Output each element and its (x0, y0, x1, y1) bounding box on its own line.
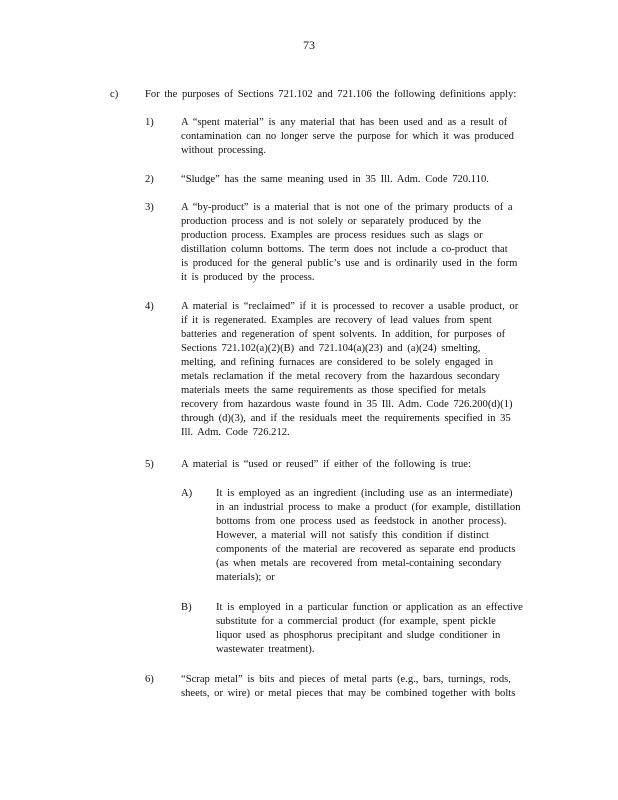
item-line: contamination can no longer serve the purpose for which it was produced (181, 131, 514, 142)
item-line: A “by-product” is a material that is not one of the primary products of a (181, 202, 513, 213)
item-label: 2) (145, 174, 154, 185)
item-line: sheets, or wire) or metal pieces that may be combined together with bolts (181, 688, 516, 699)
section-intro: For the purposes of Sections 721.102 and 721.106 the following definitions apply: (145, 89, 517, 100)
item-line: A material is “reclaimed” if it is processed to recover a usable product, or (181, 301, 519, 312)
subitem-line: wastewater treatment). (216, 644, 315, 655)
item-line: production process and is not solely or separately produced by the (181, 216, 482, 227)
item-line: Sections 721.102(a)(2)(B) and 721.104(a)(23) and (a)(24) smelting, (181, 343, 481, 354)
item-line: “Scrap metal” is bits and pieces of metal parts (e.g., bars, turnings, rods, (181, 674, 511, 685)
item-label: 1) (145, 117, 154, 128)
item-line: Ill. Adm. Code 726.212. (181, 427, 290, 438)
item-line: A material is “used or reused” if either of the following is true: (181, 459, 471, 470)
item-line: “Sludge” has the same meaning used in 35 Ill. Adm. Code 720.110. (181, 174, 489, 185)
item-line: production process. Examples are process residues such as slags or (181, 230, 483, 241)
item-line: it is produced by the process. (181, 272, 315, 283)
subitem-line: liquor used as phosphorus precipitant and sludge conditioner in (216, 630, 501, 641)
item-line: if it is regenerated. Examples are recovery of lead values from spent (181, 315, 492, 326)
item-line: through (d)(3), and if the residuals meet the requirements specified in 35 (181, 413, 511, 424)
item-line: melting, and refining furnaces are considered to be solely engaged in (181, 357, 494, 368)
page-number: 73 (303, 38, 315, 52)
item-line: recovery from hazardous waste found in 35 Ill. Adm. Code 726.200(d)(1) (181, 399, 513, 410)
subitem-line: bottoms from one process used as feedstock in another process). (216, 516, 507, 527)
item-line: distillation column bottoms. The term does not include a co-product that (181, 244, 508, 255)
item-label: 4) (145, 301, 154, 312)
subitem-line: substitute for a commercial product (for example, spent pickle (216, 616, 496, 627)
subitem-line: in an industrial process to make a product (for example, distillation (216, 502, 521, 513)
subitem-line: components of the material are recovered as separate end products (216, 544, 516, 555)
item-label: 5) (145, 459, 154, 470)
subitem-line: However, a material will not satisfy this condition if distinct (216, 530, 489, 541)
subitem-line: (as when metals are recovered from metal-containing secondary (216, 558, 502, 569)
section-label: c) (110, 89, 119, 100)
subitem-label: A) (181, 488, 193, 499)
item-label: 3) (145, 202, 154, 213)
item-line: A “spent material” is any material that has been used and as a result of (181, 117, 508, 128)
subitem-line: It is employed in a particular function or application as an effective (216, 602, 523, 613)
subitem-line: materials); or (216, 572, 275, 583)
item-line: metals reclamation if the metal recovery from the hazardous secondary (181, 371, 500, 382)
item-label: 6) (145, 674, 154, 685)
item-line: is produced for the general public’s use and is ordinarily used in the form (181, 258, 518, 269)
item-line: batteries and regeneration of spent solvents. In addition, for purposes of (181, 329, 506, 340)
subitem-label: B) (181, 602, 192, 613)
subitem-line: It is employed as an ingredient (including use as an intermediate) (216, 488, 513, 499)
item-line: materials meets the same requirements as those specified for metals (181, 385, 486, 396)
item-line: without processing. (181, 145, 266, 156)
